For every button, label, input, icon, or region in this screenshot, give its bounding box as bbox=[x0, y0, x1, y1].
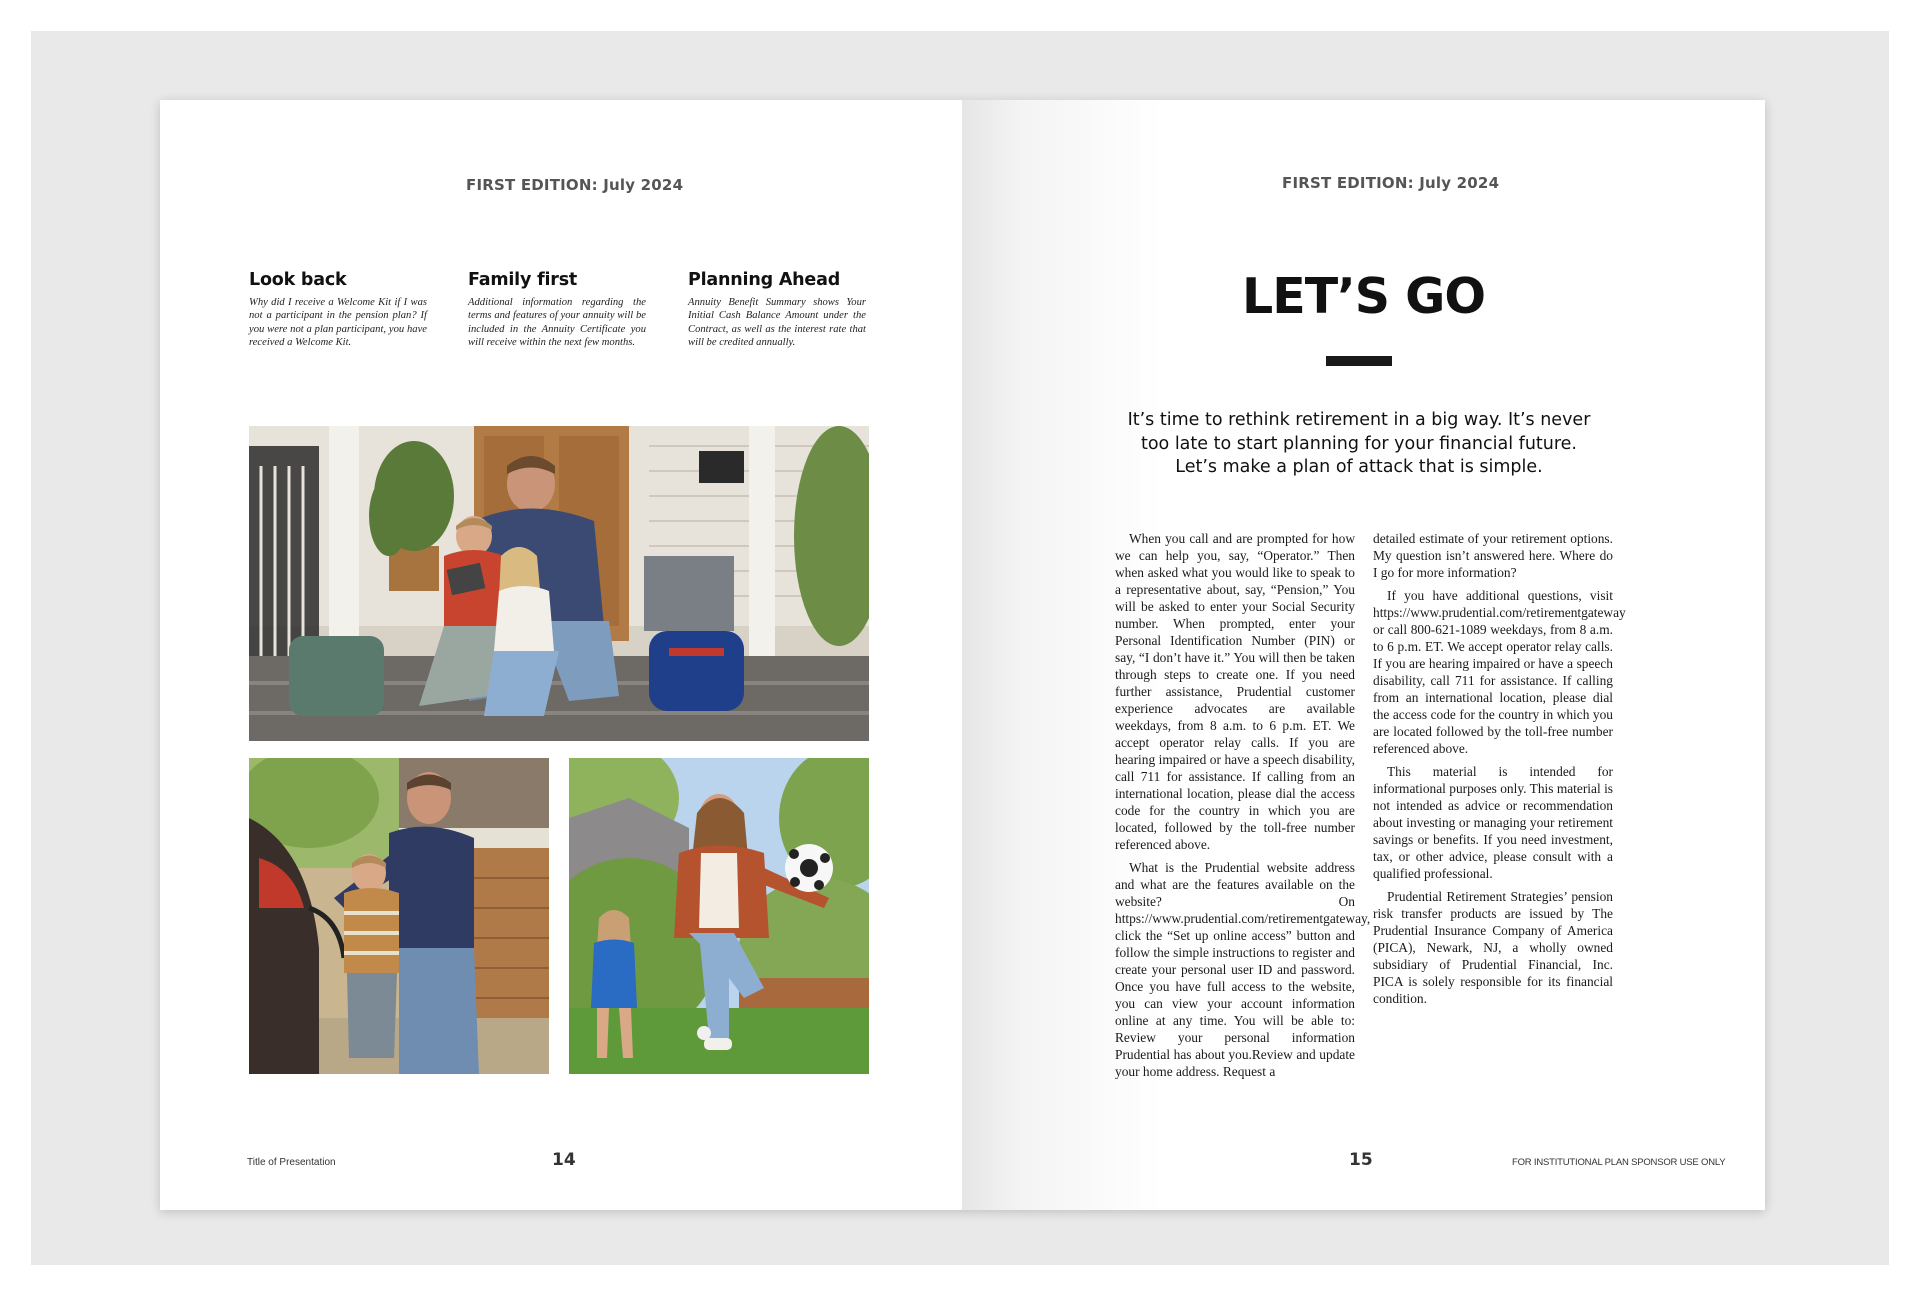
body-paragraph: What is the Prudential website address and what are the features available on the website? On https://www.prudential.com/retirementgateway, click the “Set up online access” button and follow the simple instructions to register and create your personal user ID and password. Once you have full access to the website, you can view your account information online at any time. You will be able to: Review your personal information Prudential has about you.Review and update your home address. Request a bbox=[1115, 860, 1371, 1079]
page-number: 15 bbox=[1349, 1150, 1373, 1170]
edition-label: FIRST EDITION: July 2024 bbox=[1282, 174, 1500, 192]
soccer-play-photo bbox=[569, 758, 869, 1074]
ev-charging-photo bbox=[249, 758, 549, 1074]
column-text: Annuity Benefit Summary shows Your Initial Cash Balance Amount under the Contract, as well as the interest rate that will be credited annually. bbox=[688, 297, 866, 349]
page-15 bbox=[962, 100, 1765, 1210]
headline-rule bbox=[1326, 356, 1392, 366]
page-14 bbox=[160, 100, 962, 1210]
body-paragraph: When you call and are prompted for how we can help you, say, “Operator.” Then when asked what you would like to speak to a representative about, say, “Pension,” You will be asked to enter your Social Security number. When prompted, enter your Personal Identification Number (PIN) or say, “I don’t have it.” You will then be taken through steps to create one. If you need further assistance, Prudential customer experience advocates are available weekdays, from 8 a.m. to 6 p.m. ET. We accept operator relay calls. If you are hearing impaired or have a speech disability, call 711 for assistance. If calling from an international location, please dial the access code for the country in which you are located, followed by the toll-free number referenced above. bbox=[1115, 531, 1355, 852]
column-text: Why did I receive a Welcome Kit if I was not a participant in the pension plan? If you were not a plan participant, you have received a Welcome Kit. bbox=[249, 297, 427, 349]
body-paragraph: If you have additional questions, visit https://www.prudential.com/retirementgateway or call 800-621-1089 weekdays, from 8 a.m. to 6 p.m. ET. We accept operator relay calls. If you are hearing impaired or have a speech disability, call 711 for assistance. If calling from an international location, please dial the access code for the country in which you are located followed by the toll-free number referenced above. bbox=[1373, 588, 1626, 756]
body-column-2 bbox=[1373, 530, 1626, 1013]
family-porch-photo bbox=[249, 426, 869, 741]
page-number: 14 bbox=[552, 1150, 576, 1170]
body-paragraph-continued: detailed estimate of your retirement options. My question isn’t answered here. Where do I go for more information? bbox=[1373, 531, 1613, 580]
column-title: Look back bbox=[249, 270, 347, 290]
feature-column-planning-ahead bbox=[688, 270, 866, 350]
column-text: Additional information regarding the terms and features of your annuity will be included in the Annuity Certificate you will receive within the next few months. bbox=[468, 297, 646, 349]
usage-disclaimer-label: FOR INSTITUTIONAL PLAN SPONSOR USE ONLY bbox=[1512, 1157, 1726, 1168]
column-title: Planning Ahead bbox=[688, 270, 841, 290]
presentation-title-label: Title of Presentation bbox=[247, 1157, 336, 1168]
edition-label: FIRST EDITION: July 2024 bbox=[466, 176, 684, 194]
body-paragraph: This material is intended for informational purposes only. This material is not intended as advice or recommendation about investing or managing your retirement savings or benefits. If you need investment, tax, or other advice, please consult with a qualified professional. bbox=[1373, 764, 1613, 881]
body-column-1 bbox=[1115, 530, 1371, 1086]
column-title: Family first bbox=[468, 270, 578, 290]
lede-paragraph: It’s time to rethink retirement in a big way. It’s never too late to start planning for your financial future. Let’s make a plan of attack that is simple. bbox=[1127, 410, 1591, 477]
feature-column-look-back bbox=[249, 270, 427, 350]
magazine-spread bbox=[160, 100, 1765, 1210]
headline: LET’S GO bbox=[1242, 268, 1485, 325]
feature-column-family-first bbox=[468, 270, 646, 350]
body-paragraph: Prudential Retirement Strategies’ pension risk transfer products are issued by The Prudential Insurance Company of America (PICA), Newark, NJ, a wholly owned subsidiary of Prudential Financial, Inc. PICA is solely responsible for its financial condition. bbox=[1373, 889, 1613, 1006]
